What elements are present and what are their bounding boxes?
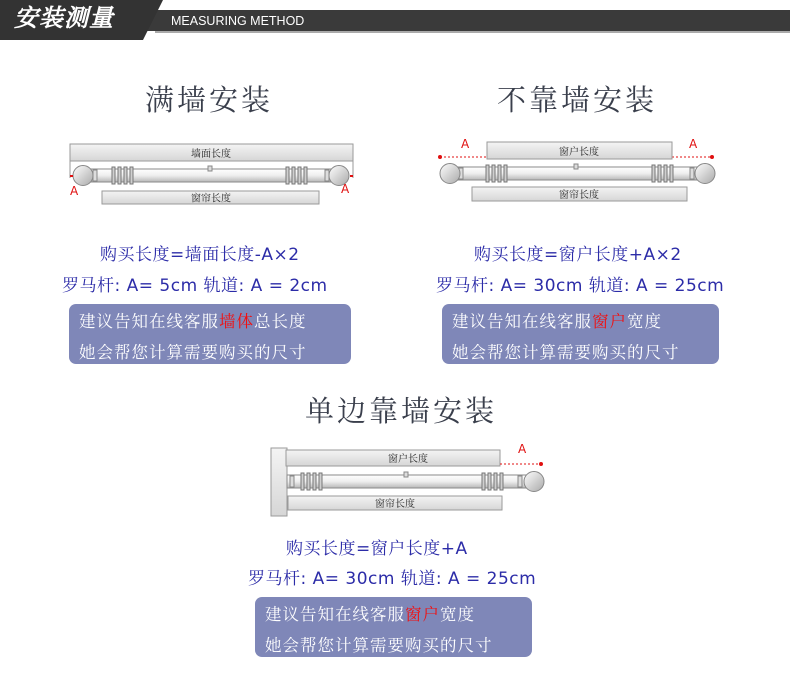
- single-wall-diagram: [268, 440, 558, 518]
- window-length-label: 窗户长度: [559, 147, 599, 158]
- advice-line-2: 她会帮您计算需要购买的尺寸: [265, 636, 493, 655]
- curtain-length-label: 窗帘长度: [375, 499, 415, 510]
- a-right-label: A: [341, 182, 350, 196]
- single-wall-advice: [255, 597, 532, 657]
- a-left-label: A: [461, 137, 470, 151]
- single-wall-title: 单边靠墙安装: [305, 394, 498, 428]
- advice-highlight: 窗户: [592, 312, 627, 331]
- header-background: [0, 0, 790, 40]
- single-wall-formula: 购买长度=窗户长度+A: [286, 539, 468, 559]
- advice-line-2: 她会帮您计算需要购买的尺寸: [452, 343, 680, 362]
- wall-length-label: 墙面长度: [191, 149, 231, 160]
- no-wall-spec: 罗马杆: A= 30cm 轨道: A = 25cm: [436, 276, 725, 296]
- finial-left: [73, 166, 93, 186]
- no-wall-diagram: [434, 136, 734, 206]
- side-wall: [271, 448, 287, 516]
- curtain-length-label: 窗帘长度: [191, 193, 231, 205]
- finial-right: [695, 164, 715, 184]
- advice-line-1: 建议告知在线客服墙体总长度: [79, 312, 307, 331]
- window-length-label: 窗户长度: [388, 454, 428, 465]
- a-right-label: A: [689, 137, 698, 151]
- header-subtitle: MEASURING METHOD: [171, 14, 305, 28]
- no-wall-formula: 购买长度=窗户长度+A×2: [474, 245, 682, 265]
- rod-bracket: [574, 164, 578, 169]
- rod-bracket: [208, 166, 212, 171]
- single-wall-spec: 罗马杆: A= 30cm 轨道: A = 25cm: [248, 569, 537, 589]
- advice-line-2: 她会帮您计算需要购买的尺寸: [79, 343, 307, 362]
- page-header: [0, 0, 790, 40]
- advice-highlight: 墙体: [219, 312, 254, 331]
- advice-line-1: 建议告知在线客服窗户宽度: [265, 605, 475, 624]
- full-wall-spec: 罗马杆: A= 5cm 轨道: A = 2cm: [62, 276, 328, 296]
- full-wall-advice: [69, 304, 351, 364]
- finial-right: [524, 472, 544, 492]
- full-wall-title: 满墙安装: [145, 83, 274, 117]
- advice-highlight: 窗户: [405, 605, 440, 624]
- full-wall-diagram: [64, 140, 364, 208]
- curtain-length-label: 窗帘长度: [559, 190, 599, 201]
- no-wall-title: 不靠墙安装: [497, 83, 658, 117]
- no-wall-advice: [442, 304, 719, 364]
- header-title: 安装测量: [14, 4, 114, 32]
- full-wall-formula: 购买长度=墙面长度-A×2: [100, 245, 300, 265]
- rod-bracket: [404, 472, 408, 477]
- advice-line-1: 建议告知在线客服窗户宽度: [452, 312, 662, 331]
- a-right-label: A: [518, 442, 527, 456]
- finial-left: [440, 164, 460, 184]
- a-left-label: A: [70, 184, 79, 198]
